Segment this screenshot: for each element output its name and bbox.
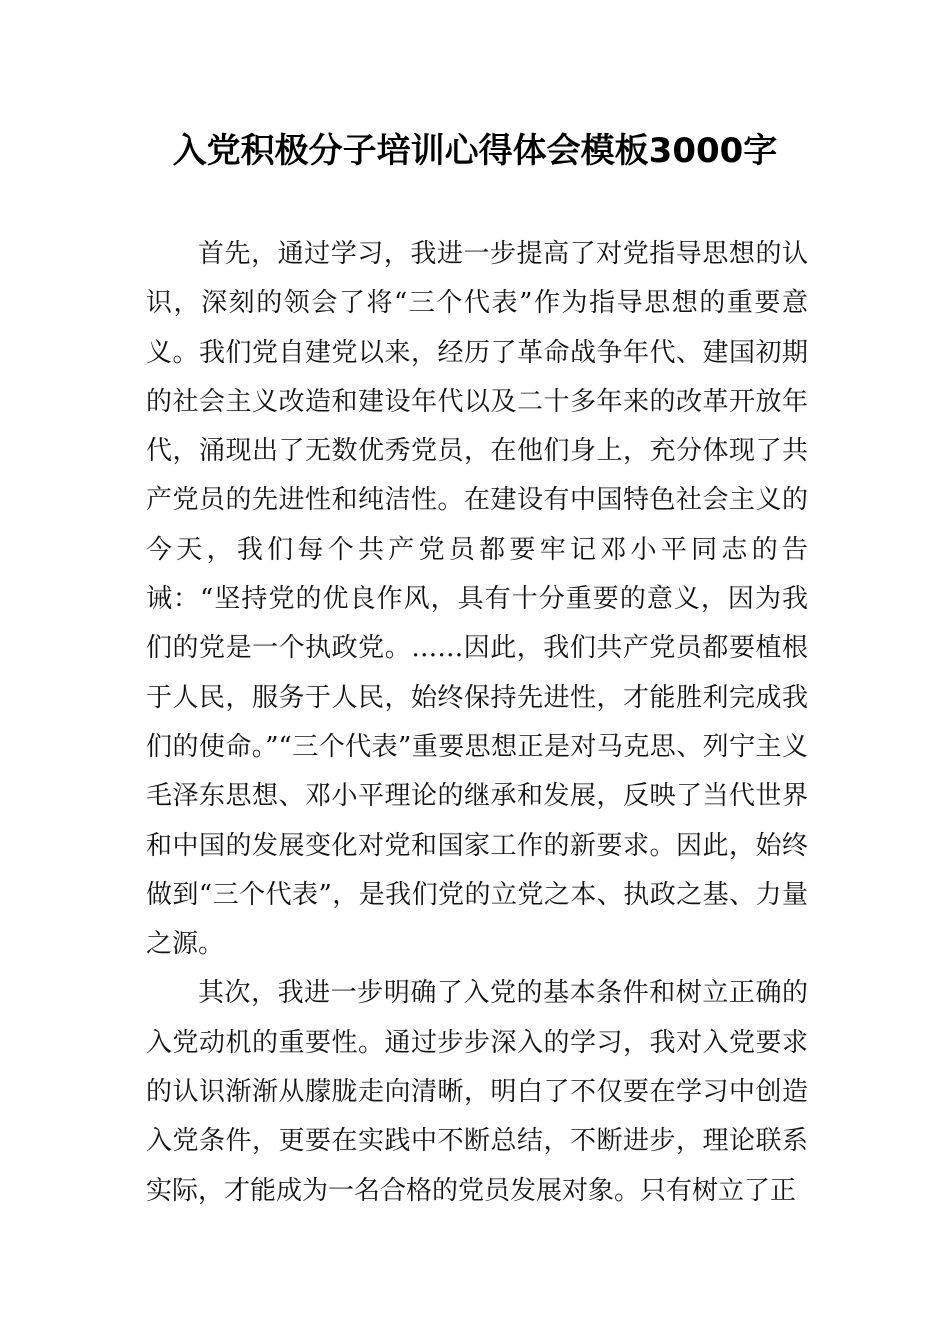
paragraph-1: 首先，通过学习，我进一步提高了对党指导思想的认识，深刻的领会了将“三个代表”作为指导思想的重要意义。我们党自建党以来，经历了革命战争年代、建国初期的社会主义改造和建设年代以及二十多年来的改革开放年代，涌现出了无数优秀党员，在他们身上，充分体现了共产党员的先进性和纯洁性。在建设有中国特色社会主义的今天，我们每个共产党员都要牢记邓小平同志的告诫：“坚持党的优良作风，具有十分重要的意义，因为我们的党是一个执政党。……因此，我们共产党员都要植根于人民，服务于人民，始终保持先进性，才能胜利完成我们的使命。”“三个代表”重要思想正是对马克思、列宁主义毛泽东思想、邓小平理论的继承和发展，反映了当代世界和中国的发展变化对党和国家工作的新要求。因此，始终做到“三个代表”，是我们党的立党之本、执政之基、力量之源。 [146,239,808,960]
document-body [146,230,808,1216]
document-title: 入党积极分子培训心得体会模板3000字 [172,131,778,171]
paragraph-2: 其次，我进一步明确了入党的基本条件和树立正确的入党动机的重要性。通过步步深入的学习，我对入党要求的认识渐渐从朦胧走向清晰，明白了不仅要在学习中创造入党条件，更要在实践中不断总结，不断进步，理论联系实际，才能成为一名合格的党员发展对象。只有树立了正 [146,978,808,1206]
